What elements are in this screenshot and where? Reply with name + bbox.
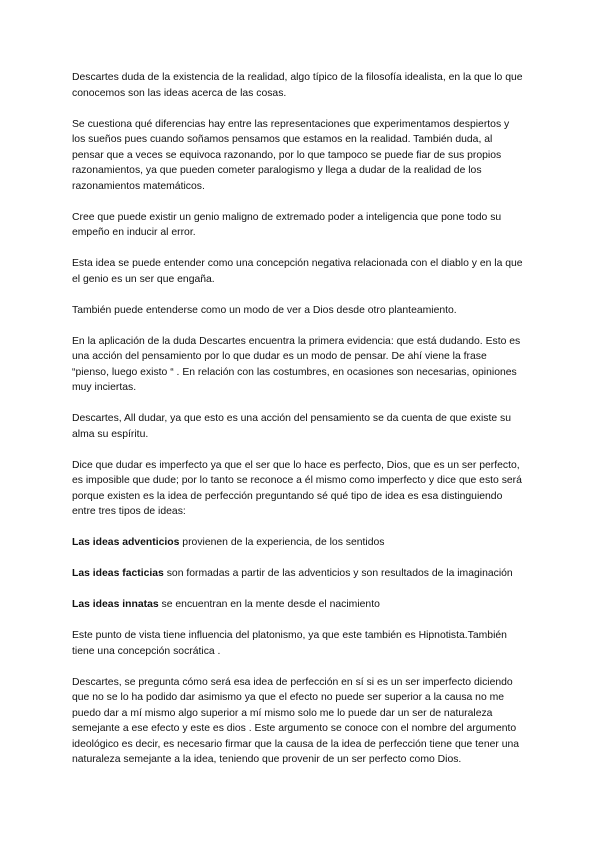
idea-term: Las ideas adventicios: [72, 537, 180, 548]
paragraph-devil: Esta idea se puede entender como una concepción negativa relacionada con el diablo y en la que el genio es un ser que engaña.: [72, 258, 523, 285]
paragraph-argument: Descartes, se pregunta cómo será esa idea de perfección en sí si es un ser imperfecto diciendo que no se lo ha podido dar asimismo ya que el efecto no puede ser superior a la causa no me puedo dar a mí mismo algo superior a mí mismo solo me lo puede dar un ser de naturaleza semejante a ese efecto y este es dios . Este argumento se conoce con el nombre del argumento ideológico es decir, es necesario firmar que la causa de la idea de perfección tiene que tener una naturaleza semejante a la idea, teniendo que provenir de un ser perfecto como Dios.: [72, 676, 520, 765]
paragraph-first-evidence: En la aplicación de la duda Descartes encuentra la primera evidencia: que está dudando. Esto es una acción del pensamiento por lo que dudar es un modo de pensar. De ahí viene la frase “pienso, luego existo “ . En relación con las costumbres, en ocasiones son necesarias, opiniones muy inciertas.: [72, 335, 521, 393]
document-page: [72, 70, 524, 783]
paragraph-soul: Descartes, All dudar, ya que esto es una acción del pensamiento se da cuenta de que existe su alma su espíritu.: [72, 413, 511, 440]
idea-description: provienen de la experiencia, de los sentidos: [179, 537, 385, 548]
idea-description: se encuentran en la mente desde el nacimiento: [158, 599, 380, 610]
paragraph-perfection: Dice que dudar es imperfecto ya que el ser que lo hace es perfecto, Dios, que es un ser perfecto, es imposible que dude; por lo tanto se reconoce a él mismo como imperfecto y dice que esto será porque existen es la idea de perfección preguntando sé qué tipo de idea es esa distinguiendo entre tres tipos de ideas:: [72, 459, 522, 517]
idea-description: son formadas a partir de las adventicios y son resultados de la imaginación: [163, 568, 513, 579]
paragraph-doubt-reality: Descartes duda de la existencia de la realidad, algo típico de la filosofía idealista, en la que lo que conocemos son las ideas acerca de las cosas.: [72, 72, 523, 99]
idea-type-adventicias: [72, 535, 524, 551]
idea-term: Las ideas innatas: [72, 599, 159, 610]
paragraph-dreams: Se cuestiona qué diferencias hay entre las representaciones que experimentamos despiertos y los sueños pues cuando soñamos pensamos que estamos en la realidad. También duda, al pensar que a veces se equivoca razonando, por lo que tampoco se puede fiar de sus propios razonamientos, ya que pueden cometer paralogismo y llega a dudar de la realidad de los razonamientos matemáticos.: [72, 118, 510, 192]
paragraph-evil-genius: Cree que puede existir un genio maligno de extremado poder a inteligencia que pone todo su empeño en inducir al error.: [72, 211, 502, 238]
idea-type-innatas: [72, 597, 524, 613]
paragraph-god-view: También puede entenderse como un modo de ver a Dios desde otro planteamiento.: [72, 304, 457, 316]
idea-type-facticias: [72, 566, 524, 582]
paragraph-platonism: Este punto de vista tiene influencia del platonismo, ya que este también es Hipnotista.También tiene una concepción socrática .: [72, 630, 507, 657]
idea-term: Las ideas facticias: [72, 568, 164, 579]
